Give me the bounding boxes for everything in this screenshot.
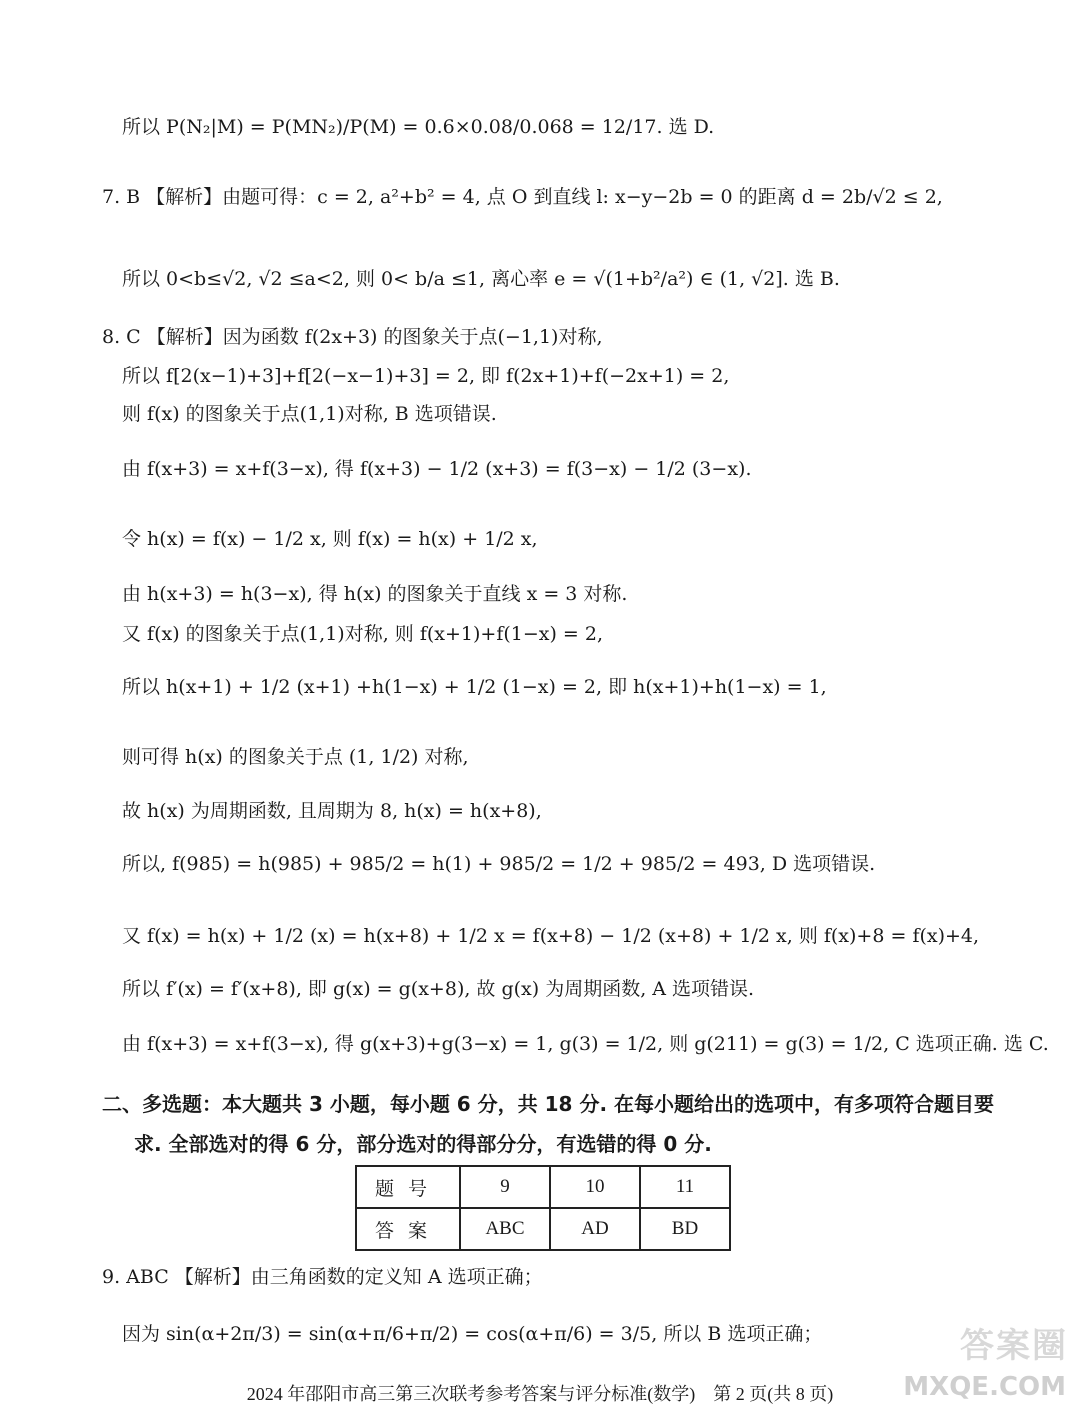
line-14: 所以, f(985) = h(985) + 985/2 = h(1) + 985/2 = 1/2 + 985/2 = 493, D 选项错误.: [122, 853, 876, 875]
line-3: 所以 0<b≤√2, √2 ≤a<2, 则 0< b/a ≤1, 离心率 e = √(1+b²/a²) ∈ (1, √2]. 选 B.: [122, 268, 840, 290]
line-16: 所以 f′(x) = f′(x+8), 即 g(x) = g(x+8), 故 g(x) 为周期函数, A 选项错误.: [122, 978, 755, 1000]
table-header-cell: 题号: [356, 1166, 460, 1208]
table-cell: BD: [640, 1208, 730, 1250]
table-row: [356, 1208, 730, 1250]
table-row: [356, 1166, 730, 1208]
watermark-url: MXQE.COM: [903, 1372, 1066, 1402]
section-heading-line-2: 求. 全部选对的得 6 分，部分选对的得部分分，有选错的得 0 分.: [134, 1132, 712, 1156]
table-cell: ABC: [460, 1208, 550, 1250]
line-11: 所以 h(x+1) + 1/2 (x+1) +h(1−x) + 1/2 (1−x) = 2, 即 h(x+1)+h(1−x) = 1,: [122, 676, 827, 698]
line-2: 7. B 【解析】由题可得：c = 2, a²+b² = 4, 点 O 到直线 l: x−y−2b = 0 的距离 d = 2b/√2 ≤ 2,: [102, 186, 943, 208]
line-15: 又 f(x) = h(x) + 1/2 (x) = h(x+8) + 1/2 x = f(x+8) − 1/2 (x+8) + 1/2 x, 则 f(x)+8 = f(x)+4,: [122, 925, 980, 947]
line-5: 所以 f[2(x−1)+3]+f[2(−x−1)+3] = 2, 即 f(2x+1)+f(−2x+1) = 2,: [122, 365, 730, 387]
line-13: 故 h(x) 为周期函数, 且周期为 8, h(x) = h(x+8),: [122, 800, 542, 822]
line-1: 所以 P(N₂|M) = P(MN₂)/P(M) = 0.6×0.08/0.068 = 12/17. 选 D.: [122, 116, 715, 138]
line-10: 又 f(x) 的图象关于点(1,1)对称, 则 f(x+1)+f(1−x) = 2,: [122, 623, 604, 645]
line-7: 由 f(x+3) = x+f(3−x), 得 f(x+3) − 1/2 (x+3) = f(3−x) − 1/2 (3−x).: [122, 458, 752, 480]
table-cell: 10: [550, 1166, 640, 1208]
answer-table: [355, 1165, 731, 1251]
line-4: 8. C 【解析】因为函数 f(2x+3) 的图象关于点(−1,1)对称,: [102, 326, 603, 348]
table-cell: AD: [550, 1208, 640, 1250]
line-8: 令 h(x) = f(x) − 1/2 x, 则 f(x) = h(x) + 1/2 x,: [122, 528, 538, 550]
line-18: 9. ABC 【解析】由三角函数的定义知 A 选项正确；: [102, 1266, 543, 1288]
table-cell: 9: [460, 1166, 550, 1208]
line-6: 则 f(x) 的图象关于点(1,1)对称, B 选项错误.: [122, 403, 497, 425]
table-header-cell: 答案: [356, 1208, 460, 1250]
watermark-logo: 答案圈: [960, 1326, 1068, 1366]
line-19: 因为 sin(α+2π/3) = sin(α+π/6+π/2) = cos(α+π/6) = 3/5, 所以 B 选项正确；: [122, 1323, 823, 1345]
section-heading-line-1: 二、多选题：本大题共 3 小题，每小题 6 分，共 18 分. 在每小题给出的选项中，有多项符合题目要: [102, 1092, 995, 1116]
line-9: 由 h(x+3) = h(3−x), 得 h(x) 的图象关于直线 x = 3 对称.: [122, 583, 628, 605]
table-cell: 11: [640, 1166, 730, 1208]
line-12: 则可得 h(x) 的图象关于点 (1, 1/2) 对称,: [122, 746, 469, 768]
line-17: 由 f(x+3) = x+f(3−x), 得 g(x+3)+g(3−x) = 1, g(3) = 1/2, 则 g(211) = g(3) = 1/2, C 选项正确. 选 C.: [122, 1033, 1049, 1055]
page-footer: 2024 年邵阳市高三第三次联考参考答案与评分标准(数学) 第 2 页(共 8 页): [246, 1384, 834, 1404]
